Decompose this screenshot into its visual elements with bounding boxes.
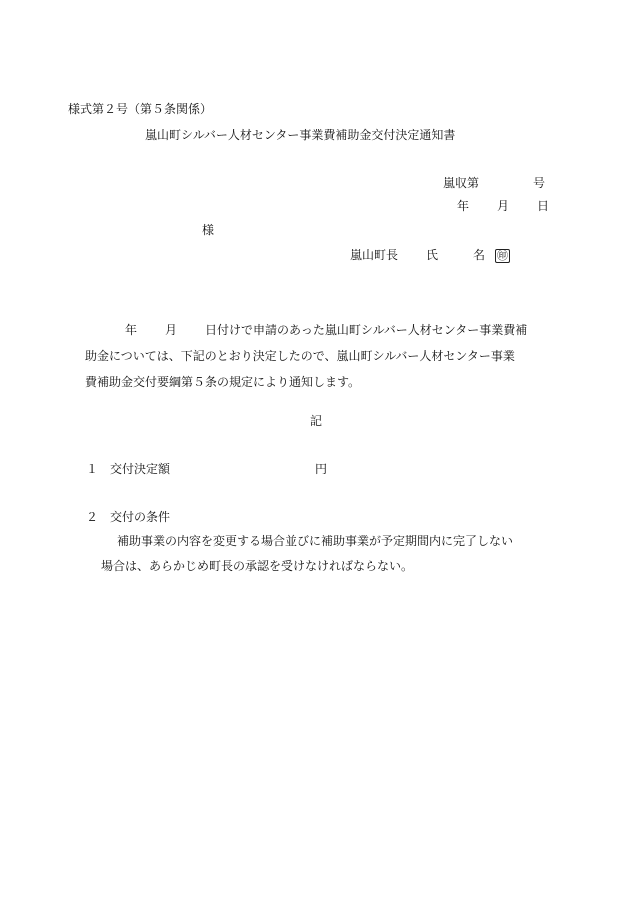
seal-icon: ㊞: [497, 249, 509, 262]
body-year: 年: [125, 323, 138, 337]
item-grant-amount: [86, 461, 327, 477]
item-label: 交付決定額: [110, 462, 171, 476]
body-line-3: 費補助金交付要綱第５条の規定により通知します。: [85, 375, 361, 389]
item-number: ２: [86, 510, 99, 524]
body-month: 月: [165, 323, 178, 337]
date-year: 年: [457, 199, 470, 213]
issue-date: [457, 198, 549, 214]
sender-name-2: 名: [473, 248, 486, 262]
receipt-suffix: 号: [533, 176, 546, 190]
receipt-number: [443, 175, 545, 191]
condition-text-line-2: 場合は、あらかじめ町長の承認を受けなければならない。: [101, 559, 414, 573]
item-conditions: [86, 509, 170, 525]
sender: [350, 247, 510, 263]
ki-heading: 記: [310, 414, 323, 428]
item-label: 交付の条件: [110, 510, 171, 524]
addressee: 様: [202, 223, 215, 237]
body-line-2: 助金については、下記のとおり決定したので、嵐山町シルバー人材センター事業: [85, 349, 515, 363]
body-line-1: [85, 317, 575, 343]
item-unit: 円: [315, 462, 328, 476]
document-title: 嵐山町シルバー人材センター事業費補助金交付決定通知書: [145, 128, 456, 142]
condition-text-line-1: 補助事業の内容を変更する場合並びに補助事業が予定期間内に完了しない: [117, 534, 514, 548]
sender-title: 嵐山町長: [350, 248, 399, 262]
sender-name-1: 氏: [426, 248, 439, 262]
date-day: 日: [537, 199, 550, 213]
body-line-1-text: 日付けで申請のあった嵐山町シルバー人材センター事業費補: [205, 323, 528, 337]
item-number: １: [86, 462, 99, 476]
form-number: 様式第２号（第５条関係）: [68, 102, 213, 116]
receipt-prefix: 嵐収第: [443, 176, 480, 190]
date-month: 月: [497, 199, 510, 213]
notice-body: [85, 317, 575, 395]
